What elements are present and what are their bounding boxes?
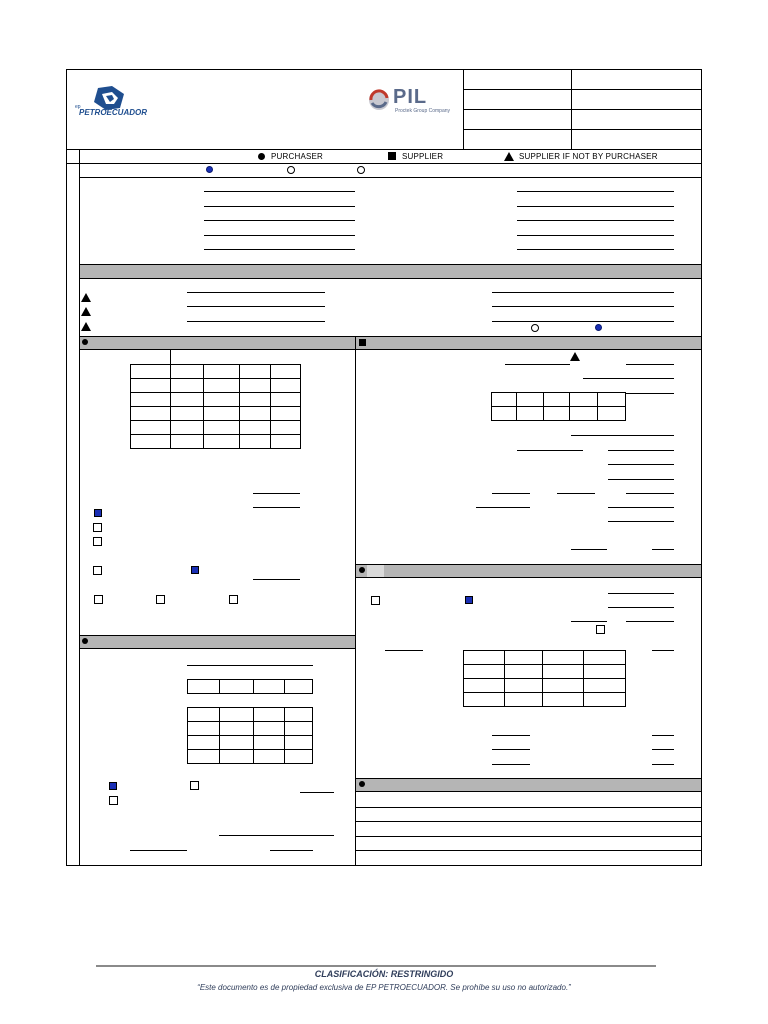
purchaser-table-header-divider <box>170 350 171 364</box>
purchaser-right-section-dot <box>359 567 365 573</box>
purchaser-right-field-line[interactable] <box>608 593 674 594</box>
purchaser-checkbox[interactable] <box>156 595 165 604</box>
purchaser-field-line[interactable] <box>253 579 300 580</box>
radio-option-1-selected[interactable] <box>206 166 213 173</box>
purchaser-checkbox[interactable] <box>94 595 103 604</box>
conditions-field-line[interactable] <box>492 292 674 293</box>
supplier-if-not-marker <box>570 352 580 361</box>
conditions-field-line[interactable] <box>492 306 674 307</box>
purchaser-checkbox[interactable] <box>93 566 102 575</box>
purchaser-right-field-line[interactable] <box>626 621 674 622</box>
purchaser-lower-section-header <box>79 635 356 649</box>
supplier-field-line[interactable] <box>608 479 674 480</box>
purchaser-right-field-line[interactable] <box>492 764 530 765</box>
conditions-field-line[interactable] <box>187 292 325 293</box>
purchaser-lower-field-line[interactable] <box>270 850 313 851</box>
general-field-line[interactable] <box>517 235 674 236</box>
purchaser-lower-field-line[interactable] <box>219 835 334 836</box>
notes-line[interactable] <box>355 836 702 837</box>
general-field-line[interactable] <box>204 235 355 236</box>
petroecuador-logo <box>74 84 154 118</box>
supplier-field-line[interactable] <box>608 507 674 508</box>
general-field-line[interactable] <box>204 191 355 192</box>
purchaser-right-field-line[interactable] <box>652 735 674 736</box>
header-grid-row-1 <box>463 89 702 90</box>
supplier-if-not-marker <box>81 293 91 302</box>
supplier-field-line[interactable] <box>476 507 530 508</box>
purchaser-checkbox[interactable] <box>229 595 238 604</box>
supplier-section-square <box>359 339 366 346</box>
conditions-field-line[interactable] <box>492 321 674 322</box>
supplier-if-not-legend-triangle <box>504 152 514 161</box>
radio-option-3[interactable] <box>357 166 365 174</box>
general-field-line[interactable] <box>517 249 674 250</box>
conditions-radio-unselected[interactable] <box>531 324 539 332</box>
supplier-legend-label: SUPPLIER <box>402 152 444 161</box>
purchaser-lower-field-line[interactable] <box>300 792 334 793</box>
radio-option-2[interactable] <box>287 166 295 174</box>
logo-left-text: PETROECUADOR <box>79 108 148 117</box>
header-bottom-rule <box>66 149 702 150</box>
purchaser-right-table <box>463 650 626 707</box>
purchaser-checkbox-checked[interactable] <box>191 566 199 574</box>
purchaser-lower-table <box>187 707 313 764</box>
purchaser-right-field-line[interactable] <box>385 650 423 651</box>
supplier-field-line[interactable] <box>626 393 674 394</box>
purchaser-lower-small-table <box>187 679 313 694</box>
notes-section-dot <box>359 781 365 787</box>
section-header-band <box>79 264 702 279</box>
purchaser-checkbox-checked[interactable] <box>94 509 102 517</box>
purchaser-field-line[interactable] <box>253 493 300 494</box>
purchaser-right-checkbox-checked[interactable] <box>465 596 473 604</box>
supplier-legend-square <box>388 152 396 160</box>
general-field-line[interactable] <box>517 206 674 207</box>
purchaser-field-line[interactable] <box>253 507 300 508</box>
purchaser-lower-section-dot <box>82 638 88 644</box>
supplier-field-line[interactable] <box>571 435 674 436</box>
purchaser-checkbox[interactable] <box>93 537 102 546</box>
footer-notice: “Este documento es de propiedad exclusiva de EP PETROECUADOR. Se prohíbe su uso no autorizado.” <box>197 983 571 992</box>
general-field-line[interactable] <box>517 220 674 221</box>
purchaser-right-field-line[interactable] <box>652 749 674 750</box>
left-margin-column-rule <box>79 149 80 866</box>
supplier-field-line[interactable] <box>505 364 570 365</box>
supplier-section-header <box>355 336 702 350</box>
purchaser-lower-checkbox[interactable] <box>190 781 199 790</box>
supplier-if-not-marker <box>81 322 91 331</box>
form-outer-frame <box>66 69 702 866</box>
purchaser-right-header-highlight <box>367 565 384 577</box>
supplier-if-not-marker <box>81 307 91 316</box>
footer-classification: CLASIFICACIÓN: RESTRINGIDO <box>314 969 454 979</box>
supplier-data-table <box>491 392 626 421</box>
purchaser-right-field-line[interactable] <box>492 749 530 750</box>
purchaser-right-checkbox[interactable] <box>371 596 380 605</box>
purchaser-right-field-line[interactable] <box>608 607 674 608</box>
logo-left-prefix: ep <box>75 104 81 110</box>
general-field-line[interactable] <box>204 220 355 221</box>
purchaser-legend-label: PURCHASER <box>271 152 324 161</box>
purchaser-right-section-header <box>355 564 702 578</box>
notes-line[interactable] <box>355 807 702 808</box>
purchaser-lower-checkbox[interactable] <box>109 796 118 805</box>
supplier-field-line[interactable] <box>608 464 674 465</box>
supplier-field-line[interactable] <box>608 521 674 522</box>
purchaser-data-table <box>130 364 301 449</box>
purchaser-section-header <box>79 336 356 350</box>
pil-logo <box>367 86 457 116</box>
general-field-line[interactable] <box>204 249 355 250</box>
purchaser-right-field-line[interactable] <box>652 764 674 765</box>
header-grid-row-3 <box>463 129 702 130</box>
supplier-field-line[interactable] <box>492 493 530 494</box>
supplier-field-line[interactable] <box>583 378 674 379</box>
notes-section-header <box>355 778 702 792</box>
supplier-field-line[interactable] <box>652 549 674 550</box>
supplier-field-line[interactable] <box>571 549 607 550</box>
footer-rule <box>96 965 656 967</box>
purchaser-legend-dot <box>258 153 265 160</box>
header-grid-row-2 <box>463 109 702 110</box>
logo-right-sub: Proctek Group Company <box>395 108 451 114</box>
radio-row-rule <box>79 177 702 178</box>
legend-row-rule <box>66 163 702 164</box>
purchaser-lower-checkbox-checked[interactable] <box>109 782 117 790</box>
supplier-field-line[interactable] <box>626 364 674 365</box>
conditions-field-line[interactable] <box>187 321 325 322</box>
notes-line[interactable] <box>355 850 702 851</box>
notes-line[interactable] <box>355 821 702 822</box>
supplier-field-line[interactable] <box>626 493 674 494</box>
logo-right-text: PIL <box>393 86 428 108</box>
supplier-field-line[interactable] <box>517 450 583 451</box>
purchaser-checkbox[interactable] <box>93 523 102 532</box>
general-field-line[interactable] <box>204 206 355 207</box>
purchaser-right-checkbox[interactable] <box>596 625 605 634</box>
supplier-field-line[interactable] <box>557 493 595 494</box>
purchaser-lower-field-line[interactable] <box>187 665 313 666</box>
purchaser-section-dot <box>82 339 88 345</box>
general-field-line[interactable] <box>517 191 674 192</box>
supplier-field-line[interactable] <box>608 450 674 451</box>
supplier-if-not-legend-label: SUPPLIER IF NOT BY PURCHASER <box>519 152 658 161</box>
purchaser-right-field-line[interactable] <box>492 735 530 736</box>
conditions-field-line[interactable] <box>187 306 325 307</box>
purchaser-right-field-line[interactable] <box>571 621 607 622</box>
purchaser-right-field-line[interactable] <box>652 650 674 651</box>
purchaser-lower-field-line[interactable] <box>130 850 187 851</box>
conditions-radio-selected[interactable] <box>595 324 602 331</box>
